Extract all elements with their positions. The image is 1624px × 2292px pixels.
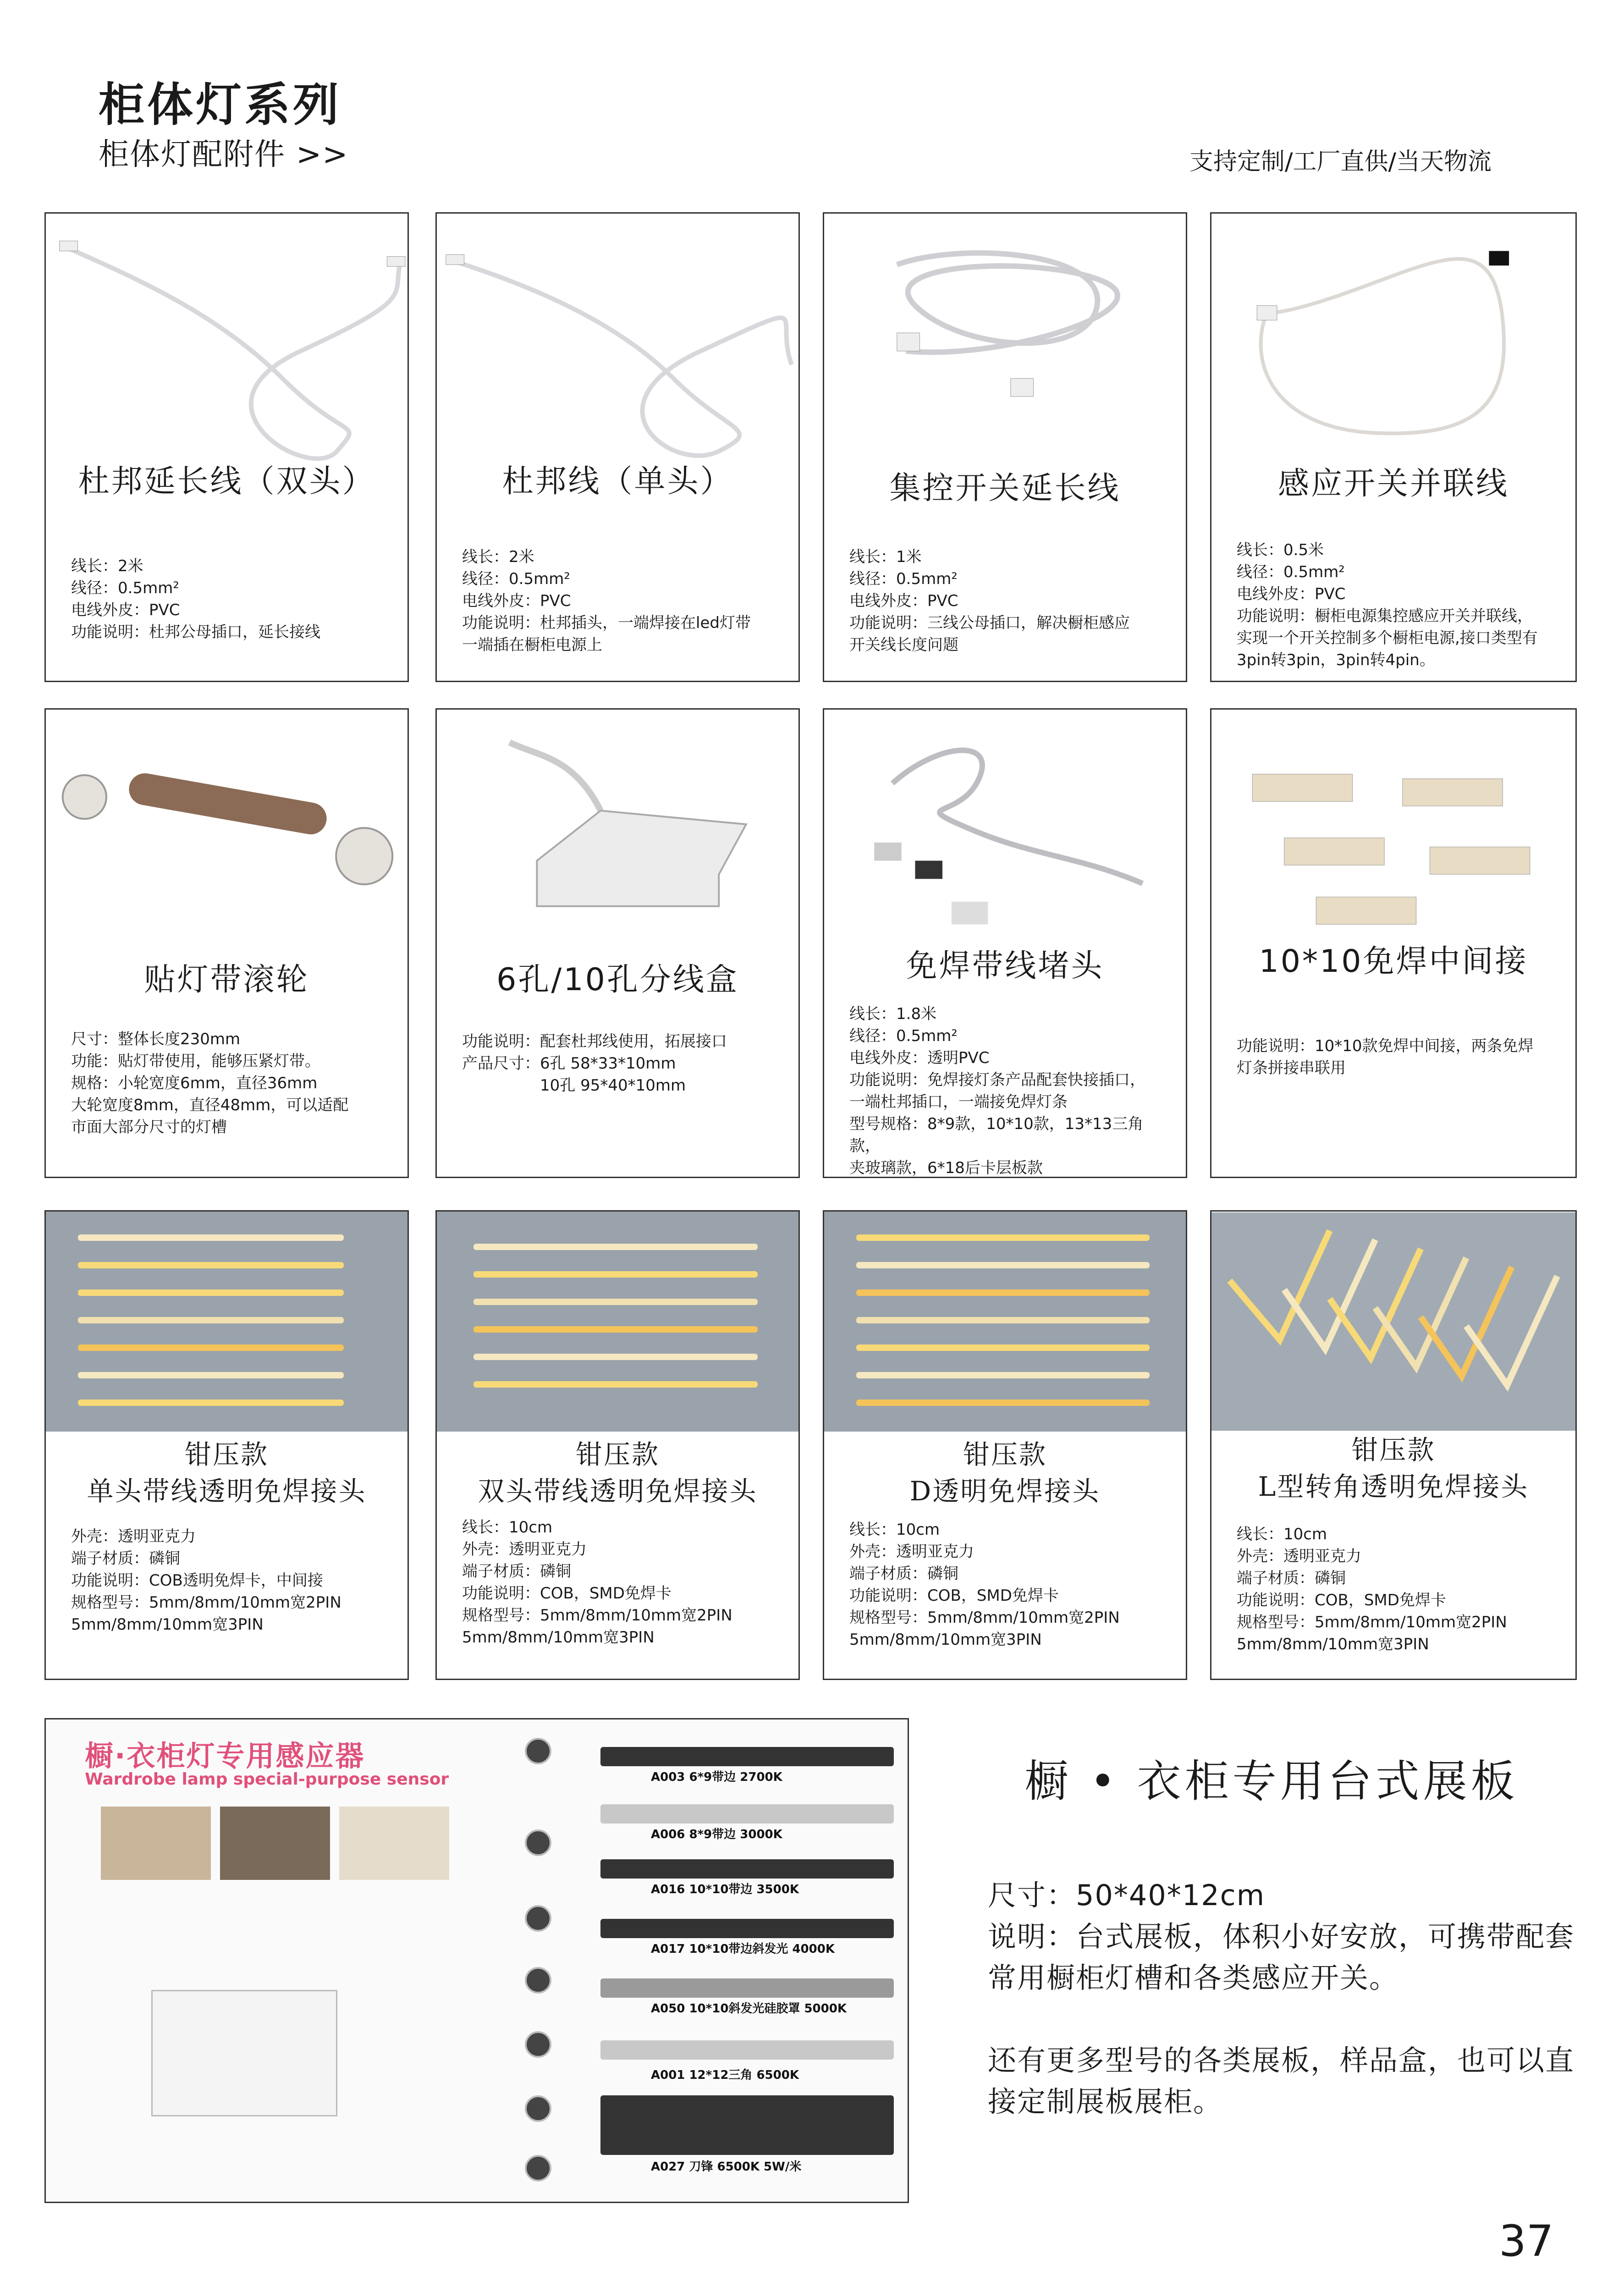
- room-photo: [339, 1807, 449, 1880]
- room-photo: [220, 1807, 330, 1880]
- board-size: 尺寸：50*40*12cm: [988, 1879, 1266, 1912]
- product-name-line1: 钳压款: [963, 1439, 1047, 1470]
- rail-label: A016 10*10带边 3500K: [651, 1883, 799, 1896]
- rail-sample: [600, 2040, 894, 2060]
- strip-connector-photo: [46, 1212, 407, 1432]
- product-name-line1: 钳压款: [184, 1439, 269, 1470]
- rail-sample: [600, 1919, 894, 1938]
- product-name: 集控开关延长线: [889, 470, 1121, 507]
- product-name: 贴灯带滚轮: [144, 962, 309, 998]
- board-note: 说明：台式展板，体积小好安放，可携带配套常用橱柜灯槽和各类感应开关。: [988, 1920, 1575, 1994]
- power-supply: [151, 1990, 337, 2116]
- product-name: 杜邦延长线（双头）: [78, 463, 375, 500]
- sensor-icon: [525, 1829, 551, 1856]
- product-specs: 线长：10cm 外壳：透明亚克力 端子材质：磷铜 功能说明：COB，SMD免焊卡 规格型号：5mm/8mm/10mm宽2PIN 5mm/8mm/10mm宽3PIN: [849, 1521, 1120, 1649]
- rail-label: A050 10*10斜发光硅胶罩 5000K: [651, 2002, 847, 2016]
- product-card: [435, 212, 800, 682]
- product-specs: 线长：2米 线径：0.5mm² 电线外皮：PVC 功能说明：杜邦公母插口，延长接线: [71, 557, 320, 641]
- strip-connector-photo: [437, 1212, 798, 1432]
- tagline: 支持定制/工厂直供/当天物流: [1189, 148, 1492, 176]
- rail-sample: [600, 2095, 894, 2155]
- product-card: [1210, 1210, 1577, 1680]
- cable-photo: [46, 214, 407, 470]
- page-number: 37: [1499, 2216, 1554, 2266]
- product-name: 6孔/10孔分线盒: [496, 962, 739, 998]
- mid-connector-photo: [1211, 710, 1575, 939]
- cable-photo: [824, 214, 1186, 470]
- product-name-line2: 双头带线透明免焊接头: [478, 1476, 758, 1507]
- product-specs: 尺寸：整体长度230mm 功能：贴灯带使用，能够压紧灯带。 规格：小轮宽度6mm，直径36mm 大轮宽度8mm，直径48mm，可以适配 市面大部分尺寸的灯槽: [71, 1030, 349, 1136]
- roller-photo: [46, 710, 407, 966]
- product-specs: 线长：2米 线径：0.5mm² 电线外皮：PVC 功能说明：杜邦插头，一端焊接在led灯带 一端插在橱柜电源上: [462, 548, 751, 654]
- display-board-name: 橱 • 衣柜专用台式展板: [1024, 1756, 1519, 1807]
- splitter-box-photo: [437, 710, 798, 966]
- product-card: [44, 1210, 409, 1680]
- product-card: [1210, 708, 1577, 1178]
- l-connector-photo: [1211, 1212, 1575, 1432]
- sensor-icon: [525, 2031, 551, 2058]
- rail-label: A003 6*9带边 2700K: [651, 1770, 782, 1784]
- product-name-line1: 钳压款: [575, 1439, 660, 1470]
- rail-label: A027 刀锋 6500K 5W/米: [651, 2160, 802, 2174]
- product-specs: 线长：10cm 外壳：透明亚克力 端子材质：磷铜 功能说明：COB，SMD免焊卡 规格型号：5mm/8mm/10mm宽2PIN 5mm/8mm/10mm宽3PIN: [1237, 1525, 1507, 1653]
- product-specs: 线长：0.5米 线径：0.5mm² 电线外皮：PVC 功能说明：橱柜电源集控感应开关并联线， 实现一个开关控制多个橱柜电源,接口类型有 3pin转3pin，3pin转4pin。: [1237, 541, 1538, 669]
- cable-photo: [437, 214, 798, 470]
- board-title-en: Wardrobe lamp special-purpose sensor: [85, 1770, 449, 1789]
- product-card: [435, 708, 800, 1178]
- product-name: 感应开关并联线: [1277, 466, 1509, 502]
- board-title-cn: 橱·衣柜灯专用感应器: [85, 1739, 365, 1773]
- product-specs: 线长：10cm 外壳：透明亚克力 端子材质：磷铜 功能说明：COB，SMD免焊卡 规格型号：5mm/8mm/10mm宽2PIN 5mm/8mm/10mm宽3PIN: [462, 1518, 732, 1647]
- product-card: [823, 212, 1187, 682]
- rail-label: A001 12*12三角 6500K: [651, 2068, 799, 2082]
- rail-label: A017 10*10带边斜发光 4000K: [651, 1942, 835, 1956]
- product-name-line1: 钳压款: [1351, 1434, 1436, 1466]
- sensor-icon: [525, 2155, 551, 2182]
- product-card: [823, 1210, 1187, 1680]
- product-specs: 外壳：透明亚克力 端子材质：磷铜 功能说明：COB透明免焊卡，中间接 规格型号：5mm/8mm/10mm宽2PIN 5mm/8mm/10mm宽3PIN: [71, 1527, 341, 1634]
- display-board-photo: [44, 1718, 909, 2203]
- product-card: [823, 708, 1187, 1178]
- product-card: [1210, 212, 1577, 682]
- sensor-icon: [525, 2095, 551, 2122]
- rail-label: A006 8*9带边 3000K: [651, 1828, 782, 1841]
- display-board-description: [988, 1875, 1597, 2122]
- board-more: 还有更多型号的各类展板，样品盒，也可以直接定制展板展柜。: [988, 2044, 1575, 2118]
- sensor-icon: [525, 1738, 551, 1764]
- product-name: 免焊带线堵头: [906, 948, 1104, 984]
- product-card: [44, 708, 409, 1178]
- product-specs: 功能说明：10*10款免焊中间接，两条免焊 灯条拼接串联用: [1237, 1037, 1534, 1077]
- rail-sample: [600, 1747, 894, 1766]
- rail-sample: [600, 1859, 894, 1879]
- product-name-line2: 单头带线透明免焊接头: [87, 1476, 367, 1507]
- product-card: [435, 1210, 800, 1680]
- product-name: 10*10免焊中间接: [1259, 943, 1528, 980]
- rail-sample: [600, 1978, 894, 1998]
- product-name-line2: L型转角透明免焊接头: [1258, 1471, 1529, 1502]
- room-photo: [101, 1807, 211, 1880]
- rail-sample: [600, 1804, 894, 1824]
- product-name: 杜邦线（单头）: [502, 463, 733, 500]
- page-subtitle: 柜体灯配附件 >>: [99, 137, 349, 172]
- product-name-line2: D透明免焊接头: [909, 1476, 1101, 1507]
- product-specs: 功能说明：配套杜邦线使用，拓展接口 产品尺寸：6孔 58*33*10mm 10孔 95*40*10mm: [462, 1032, 727, 1095]
- product-specs: 线长：1米 线径：0.5mm² 电线外皮：PVC 功能说明：三线公母插口，解决橱柜感应 开关线长度问题: [849, 548, 1130, 654]
- strip-connector-photo: [824, 1212, 1186, 1432]
- page-title: 柜体灯系列: [99, 78, 341, 132]
- sensor-icon: [525, 1967, 551, 1994]
- product-card: [44, 212, 409, 682]
- end-cap-cable-photo: [824, 710, 1186, 966]
- product-specs: 线长：1.8米 线径：0.5mm² 电线外皮：透明PVC 功能说明：免焊接灯条产品配套快接插口， 一端杜邦插口，一端接免焊灯条 型号规格：8*9款，10*10款，13*13三角款， 夹玻璃款，6*18后卡层板款: [849, 1005, 1145, 1177]
- cable-photo: [1211, 214, 1575, 470]
- sensor-icon: [525, 1905, 551, 1932]
